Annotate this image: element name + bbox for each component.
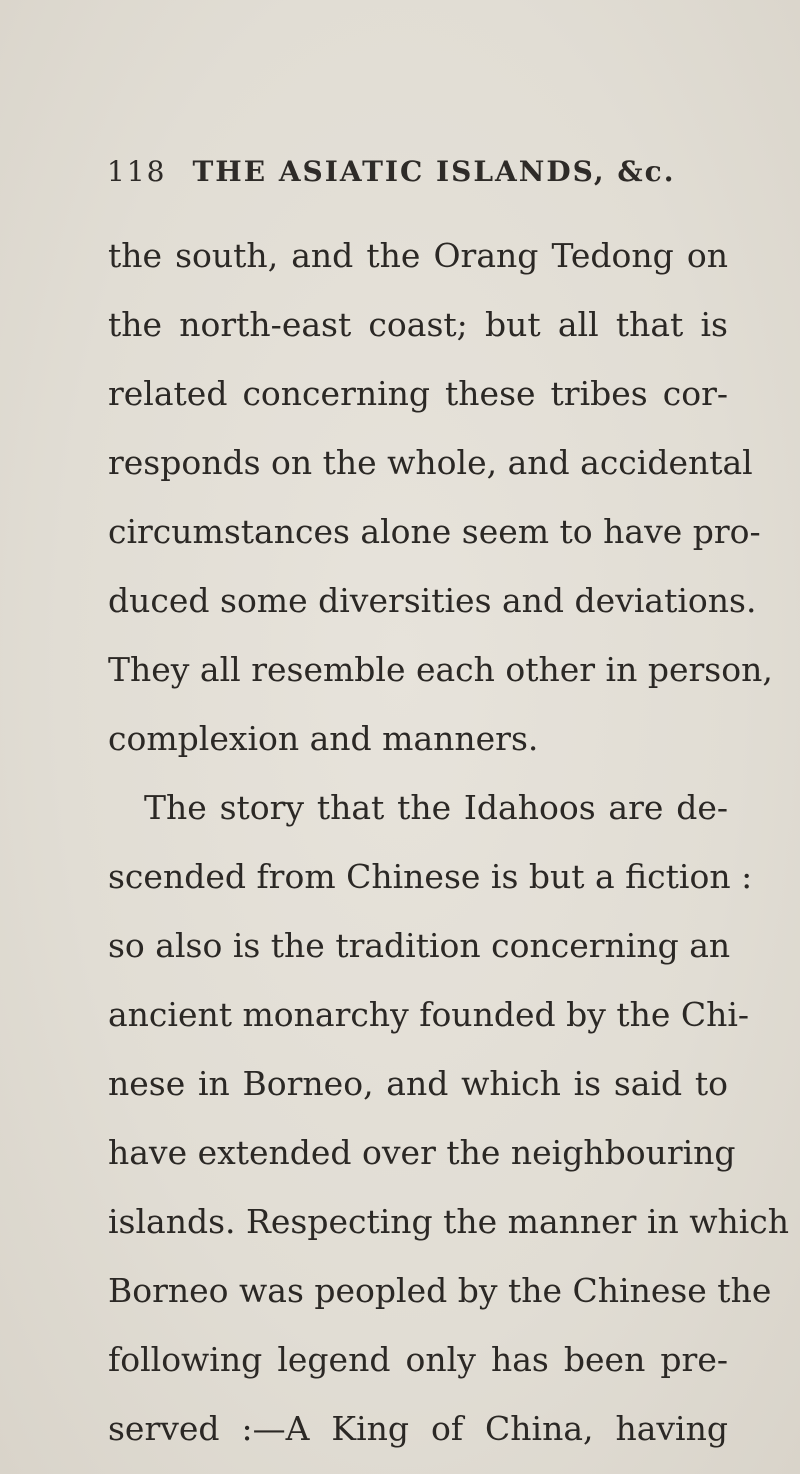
text-line: scended from Chinese is but a fiction :	[108, 857, 753, 896]
text-line: The story that the Idahoos are de-	[144, 788, 728, 827]
text-line: responds on the whole, and accidental	[108, 443, 753, 482]
text-line: the north-east coast; but all that is	[108, 305, 728, 344]
text-line: the south, and the Orang Tedong on	[108, 236, 728, 275]
text-line: related concerning these tribes cor-	[108, 374, 728, 413]
text-line: so also is the tradition concerning an	[108, 926, 731, 965]
text-line: islands. Respecting the manner in which	[108, 1202, 790, 1241]
text-line: served :—A King of China, having	[108, 1409, 728, 1448]
text-line: duced some diversities and deviations.	[108, 581, 757, 620]
text-line: They all resemble each other in person,	[108, 650, 773, 689]
page-number: 118	[107, 155, 167, 188]
running-title: THE ASIATIC ISLANDS, &c.	[192, 155, 676, 188]
text-line: ancient monarchy founded by the Chi-	[108, 995, 750, 1034]
text-line: Borneo was peopled by the Chinese the	[108, 1271, 772, 1310]
text-line: circumstances alone seem to have pro-	[108, 512, 761, 551]
text-line: complexion and manners.	[108, 719, 539, 758]
running-head	[107, 155, 767, 195]
text-line: have extended over the neighbouring	[108, 1133, 736, 1172]
text-line: nese in Borneo, and which is said to	[108, 1064, 728, 1103]
text-line: following legend only has been pre-	[108, 1340, 728, 1379]
